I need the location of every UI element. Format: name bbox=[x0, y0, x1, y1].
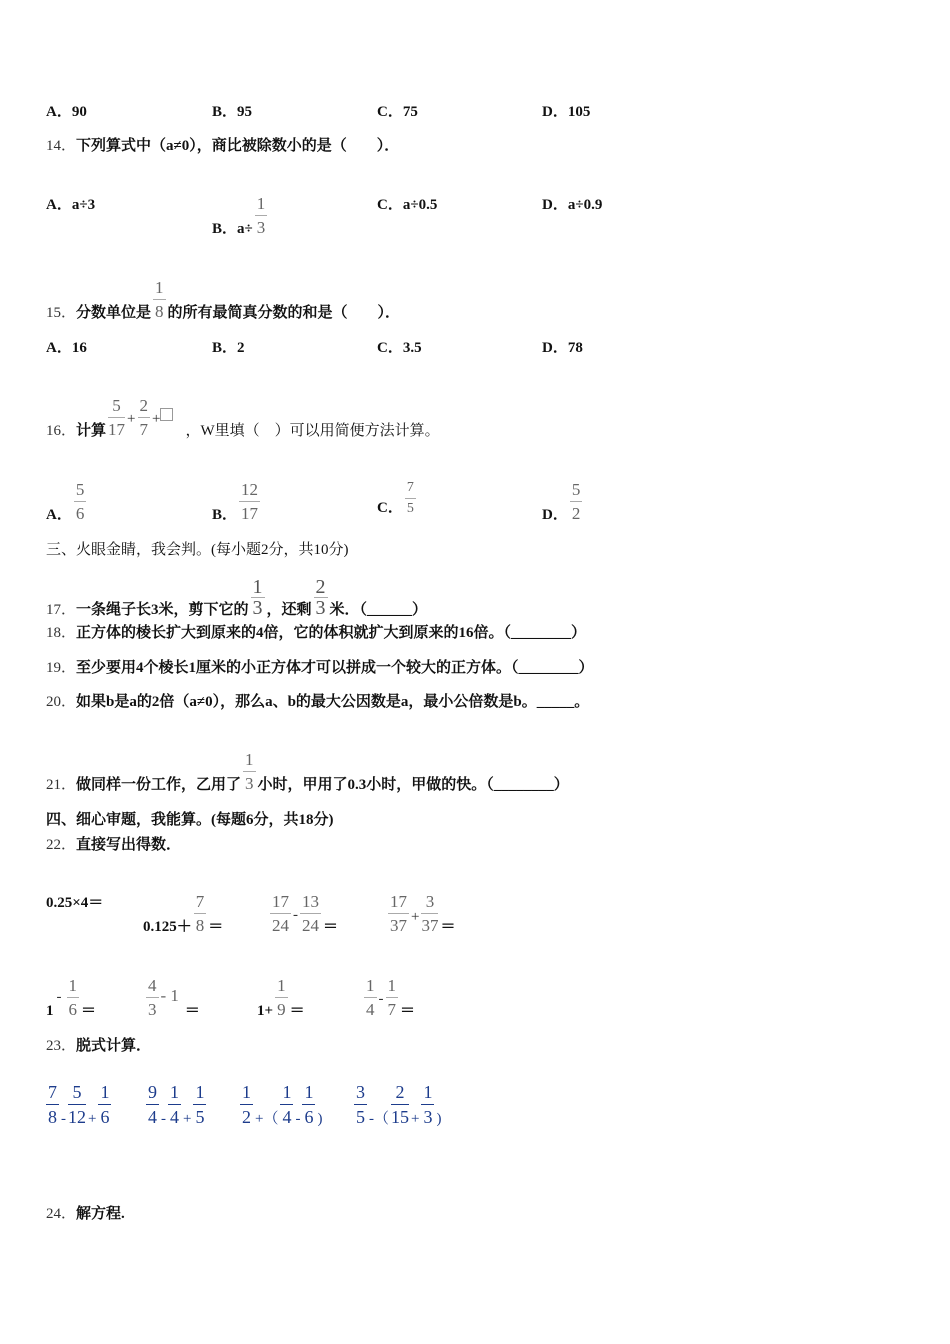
option-a[interactable]: A．a÷3 bbox=[46, 197, 96, 213]
question-15: 15．分数单位是 $\frac{1}{8}$ 的所有最简真分数的和是（ ）． bbox=[46, 278, 401, 321]
expression-3: $\frac{1}{2}$ +（ $\frac{1}{4}$ - $\frac{1}{6}$ ) bbox=[242, 1082, 323, 1127]
option-d[interactable]: D．105 bbox=[542, 104, 591, 120]
fraction: $\frac{2}{3}$ bbox=[315, 576, 326, 619]
option-d[interactable]: D．78 bbox=[542, 340, 583, 356]
question-21: 21．做同样一份工作，乙用了 $\frac{1}{3}$ 小时，甲用了0.3小时，甲做的快。（________） bbox=[46, 750, 569, 793]
calc-item: 0.125＋ $\frac{7}{8}$ ＝ bbox=[143, 892, 224, 935]
option-a[interactable]: A． $\frac{5}{6}$ bbox=[46, 480, 85, 523]
option-c[interactable]: C．3.5 bbox=[377, 340, 422, 356]
question-20: 20．如果b是a的2倍（a≠0），那么a、b的最大公因数是a，最小公倍数是b。_____。 bbox=[46, 694, 590, 710]
q15-options bbox=[46, 338, 746, 358]
option-b[interactable]: B．a÷ $\frac{1}{3}$ bbox=[212, 194, 266, 237]
q13-options bbox=[46, 102, 746, 122]
fraction: $\frac{1}{4}$ bbox=[282, 1082, 292, 1127]
fraction: $\frac{12}{17}$ bbox=[241, 480, 259, 523]
fraction: $\frac{1}{3}$ bbox=[252, 576, 263, 619]
calc-item: $\frac{17}{37}$ + $\frac{3}{37}$ ＝ bbox=[390, 892, 456, 935]
q22-row-1 bbox=[46, 892, 846, 935]
question-22: 22．直接写出得数． bbox=[46, 837, 182, 853]
fraction: $\frac{1}{3}$ bbox=[423, 1082, 433, 1127]
calc-item: $\frac{1}{4}$ - $\frac{1}{7}$ ＝ bbox=[366, 976, 416, 1019]
option-b[interactable]: B．2 bbox=[212, 340, 245, 356]
option-d[interactable]: D． $\frac{5}{2}$ bbox=[542, 480, 581, 523]
fraction: $\frac{13}{24}$ bbox=[302, 892, 319, 935]
option-a[interactable]: A．16 bbox=[46, 340, 87, 356]
question-16: 16．计算 $\frac{5}{17}$ + $\frac{2}{7}$ +，W里填（ ）可以用简便方法计算。 bbox=[46, 396, 440, 439]
fraction: $\frac{1}{4}$ bbox=[366, 976, 375, 1019]
question-14: 14．下列算式中（a≠0），商比被除数小的是（ ）． bbox=[46, 138, 400, 154]
section-3-heading: 三、火眼金睛，我会判。(每小题2分，共10分) bbox=[46, 542, 349, 558]
fraction: $\frac{1}{3}$ bbox=[256, 194, 266, 237]
option-b[interactable]: B． $\frac{12}{17}$ bbox=[212, 480, 259, 523]
question-19: 19．至少要用4个棱长1厘米的小正方体才可以拼成一个较大的正方体。（________） bbox=[46, 660, 594, 676]
fraction: $\frac{5}{17}$ bbox=[108, 396, 126, 439]
calc-item: $\frac{17}{24}$ - $\frac{13}{24}$ ＝ bbox=[272, 892, 339, 935]
section-4-heading: 四、细心审题，我能算。(每题6分，共18分) bbox=[46, 812, 334, 828]
fraction: $\frac{1}{8}$ bbox=[155, 278, 164, 321]
fraction: $\frac{5}{2}$ bbox=[571, 480, 581, 523]
fraction: $\frac{2}{7}$ bbox=[139, 396, 148, 439]
fraction: $\frac{1}{3}$ bbox=[245, 750, 254, 793]
option-a[interactable]: A．90 bbox=[46, 104, 87, 120]
q16-options bbox=[46, 480, 746, 523]
expression-1: $\frac{7}{8}$ - $\frac{5}{12}$ + $\frac{1}{6}$ bbox=[48, 1082, 110, 1127]
option-b[interactable]: B．95 bbox=[212, 104, 253, 120]
option-c[interactable]: C． $\frac{7}{5}$ bbox=[377, 480, 414, 516]
fraction: $\frac{1}{4}$ bbox=[170, 1082, 179, 1127]
question-17: 17．一条绳子长3米，剪下它的 $\frac{1}{3}$ ，还剩 $\frac{2}{3}$ 米．（______） bbox=[46, 576, 428, 619]
calc-item: 1- $\frac{1}{6}$ ＝ bbox=[46, 976, 97, 1019]
question-24: 24．解方程. bbox=[46, 1206, 125, 1222]
fraction: $\frac{1}{6}$ bbox=[304, 1082, 314, 1127]
q14-options bbox=[46, 194, 746, 237]
option-c[interactable]: C．75 bbox=[377, 104, 418, 120]
expression-4: $\frac{3}{5}$ -（ $\frac{2}{15}$ + $\frac{1}{3}$ ) bbox=[356, 1082, 442, 1127]
question-23: 23．脱式计算． bbox=[46, 1038, 152, 1054]
fraction: $\frac{3}{5}$ bbox=[356, 1082, 365, 1127]
calc-item: $\frac{4}{3}$ - 1＝ bbox=[148, 976, 200, 1019]
fraction: $\frac{5}{6}$ bbox=[75, 480, 85, 523]
fraction: $\frac{1}{5}$ bbox=[195, 1082, 205, 1127]
q23-expressions bbox=[44, 1082, 644, 1127]
option-d[interactable]: D．a÷0.9 bbox=[542, 197, 603, 213]
fraction: $\frac{17}{24}$ bbox=[272, 892, 289, 935]
fraction: $\frac{9}{4}$ bbox=[148, 1082, 157, 1127]
calc-item: 1+ $\frac{1}{9}$ ＝ bbox=[257, 976, 305, 1019]
q22-row-2 bbox=[46, 976, 846, 1019]
fraction: $\frac{1}{6}$ bbox=[100, 1082, 110, 1127]
blank-box-icon bbox=[160, 408, 173, 421]
fraction: $\frac{1}{2}$ bbox=[242, 1082, 251, 1127]
fraction: $\frac{1}{6}$ bbox=[68, 976, 77, 1019]
question-18: 18．正方体的棱长扩大到原来的4倍，它的体积就扩大到原来的16倍。（________） bbox=[46, 625, 587, 641]
expression-2: $\frac{9}{4}$ - $\frac{1}{4}$ + $\frac{1}{5}$ bbox=[148, 1082, 205, 1127]
fraction: $\frac{2}{15}$ bbox=[391, 1082, 410, 1127]
fraction: $\frac{5}{12}$ bbox=[68, 1082, 86, 1127]
fraction: $\frac{17}{37}$ bbox=[390, 892, 407, 935]
fraction: $\frac{7}{5}$ bbox=[406, 480, 414, 516]
fraction: $\frac{1}{7}$ bbox=[387, 976, 396, 1019]
calc-item: 0.25×4＝ bbox=[46, 895, 104, 911]
fraction: $\frac{3}{37}$ bbox=[421, 892, 439, 935]
option-c[interactable]: C．a÷0.5 bbox=[377, 197, 438, 213]
fraction: $\frac{7}{8}$ bbox=[48, 1082, 57, 1127]
fraction: $\frac{4}{3}$ bbox=[148, 976, 157, 1019]
fraction: $\frac{1}{9}$ bbox=[277, 976, 286, 1019]
fraction: $\frac{7}{8}$ bbox=[195, 892, 205, 935]
